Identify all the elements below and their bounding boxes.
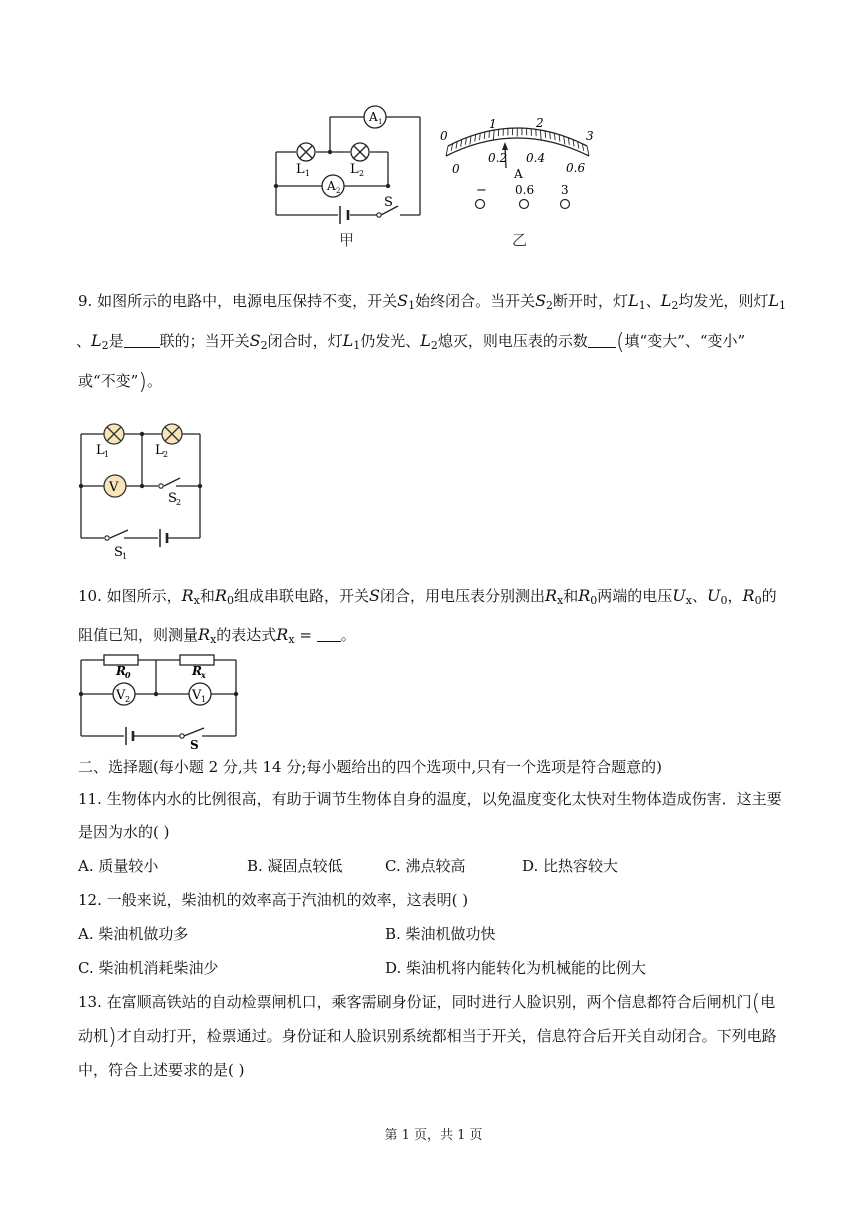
dial-tick	[475, 134, 476, 141]
q13-line-2: 动机)才自动打开，检票通过。身份证和人脸识别系统都相当于开关，信息符合后开关自动闭合。下列电路	[78, 1025, 777, 1050]
answer-blank-q9-1[interactable]	[124, 333, 160, 348]
q13-line-1: 13. 在富顺高铁站的自动检票闸机口，乘客需刷身份证，同时进行人脸识别，两个信息都符合后闸机门(电	[78, 991, 776, 1016]
switch-s-label: S	[384, 195, 393, 210]
svg-text:S: S	[168, 491, 177, 506]
svg-text:2: 2	[163, 450, 169, 459]
q11-line-1: 11. 生物体内水的比例很高，有助于调节生物体自身的温度，以免温度变化太快对生物体造成伤害．这主要	[78, 790, 782, 808]
ammeter-a1-label: A	[369, 110, 378, 124]
q12-option-a[interactable]: A. 柴油机做功多	[78, 925, 189, 943]
q9-line-3: 或“不变”)。	[78, 370, 162, 395]
section-2-heading: 二、选择题(每小题 2 分,共 14 分;每小题给出的四个选项中,只有一个选项是符合题意的)	[78, 758, 663, 776]
svg-text:2: 2	[359, 169, 365, 178]
dial-tick	[480, 133, 481, 140]
q12-line-1: 12. 一般来说，柴油机的效率高于汽油机的效率，这表明( )	[78, 891, 469, 909]
svg-text:1: 1	[104, 450, 110, 459]
svg-text:V: V	[192, 688, 202, 703]
answer-blank-q9-2[interactable]	[588, 333, 616, 348]
svg-text:2: 2	[536, 116, 544, 130]
svg-text:−: −	[476, 183, 487, 198]
svg-text:V: V	[116, 688, 126, 703]
dial-tick	[545, 131, 546, 138]
svg-text:0: 0	[125, 670, 131, 680]
dial-tick	[564, 136, 565, 145]
svg-text:1: 1	[305, 169, 311, 178]
q11-line-2: 是因为水的( )	[78, 823, 170, 841]
ammeter-a2-label: A	[327, 179, 336, 193]
q11-option-b[interactable]: B. 凝固点较低	[247, 857, 343, 875]
svg-text:R: R	[192, 664, 202, 678]
svg-text:2: 2	[336, 187, 341, 195]
svg-text:0: 0	[452, 162, 460, 176]
terminal-negative	[476, 200, 485, 209]
dial-unit-label: A	[514, 167, 523, 181]
q11-option-c[interactable]: C. 沸点较高	[385, 857, 466, 875]
q10-line-1: 10. 如图所示，$R_x$和$R_0$组成串联电路，开关S闭合，用电压表分别测出$R_x$和$R_0$两端的电压$U_x$、$U_0$，$R_0$的	[78, 586, 777, 607]
q12-option-b[interactable]: B. 柴油机做功快	[385, 925, 496, 943]
q11-option-d[interactable]: D. 比热容较大	[522, 857, 619, 875]
dial-tick	[559, 134, 560, 141]
caption-yi: 乙	[512, 231, 528, 249]
svg-text:R: R	[116, 664, 126, 678]
svg-text:S: S	[190, 738, 199, 752]
answer-blank-q10[interactable]	[317, 627, 341, 642]
svg-text:1: 1	[122, 552, 128, 561]
dial-tick	[568, 138, 569, 145]
q12-option-c[interactable]: C. 柴油机消耗柴油少	[78, 959, 219, 977]
caption-jia: 甲	[339, 231, 355, 249]
lamp-l2-label: L	[350, 162, 359, 177]
dial-tick	[465, 138, 466, 145]
terminal-3	[561, 200, 570, 209]
q12-option-d[interactable]: D. 柴油机将内能转化为机械能的比例大	[385, 959, 647, 977]
q9-circuit-figure	[76, 418, 208, 564]
svg-text:L: L	[96, 443, 105, 458]
svg-text:S: S	[114, 545, 123, 560]
svg-text:2: 2	[176, 498, 182, 507]
svg-text:L: L	[155, 443, 164, 458]
svg-text:0.6: 0.6	[566, 161, 586, 175]
svg-text:1: 1	[489, 117, 497, 131]
svg-text:1: 1	[378, 118, 383, 126]
svg-text:x: x	[201, 670, 206, 680]
q9-line-1: 9. 如图所示的电路中，电源电压保持不变，开关$S_1$始终闭合。当开关$S_2$断开时，灯$L_1$、$L_2$均发光，则灯$L_1$	[78, 291, 786, 312]
voltmeter-label: V	[109, 480, 119, 495]
dial-tick	[540, 130, 541, 140]
svg-text:2: 2	[125, 695, 131, 704]
q10-circuit-figure	[76, 650, 242, 752]
lamp-l1-label: L	[296, 162, 305, 177]
q9-line-2: 、$L_2$是 联的；当开关$S_2$闭合时，灯$L_1$仍发光、$L_2$熄灭，则电压表的示数 (填“变大”、“变小”	[76, 330, 746, 355]
dial-tick	[550, 132, 551, 139]
svg-text:1: 1	[201, 695, 207, 704]
svg-text:0.4: 0.4	[526, 151, 546, 165]
ammeter-dial-figure	[434, 110, 604, 220]
svg-text:3: 3	[586, 129, 594, 143]
q10-line-2: 阻值已知，则测量$R_x$的表达式$R_x$ = 。	[78, 625, 356, 646]
terminal-0-6	[520, 200, 529, 209]
circuit-figure-jia	[260, 100, 440, 250]
dial-tick	[493, 130, 494, 140]
svg-text:3: 3	[561, 183, 569, 197]
dial-tick	[484, 132, 485, 139]
dial-tick	[489, 131, 490, 138]
q11-option-a[interactable]: A. 质量较小	[78, 857, 159, 875]
svg-text:0.6: 0.6	[515, 183, 535, 197]
dial-tick	[554, 133, 555, 140]
page-footer: 第 1 页，共 1 页	[384, 1128, 483, 1143]
dial-tick	[470, 136, 471, 145]
q13-line-3: 中，符合上述要求的是( )	[78, 1061, 245, 1079]
svg-text:0: 0	[440, 129, 448, 143]
svg-text:0.2: 0.2	[488, 151, 508, 165]
